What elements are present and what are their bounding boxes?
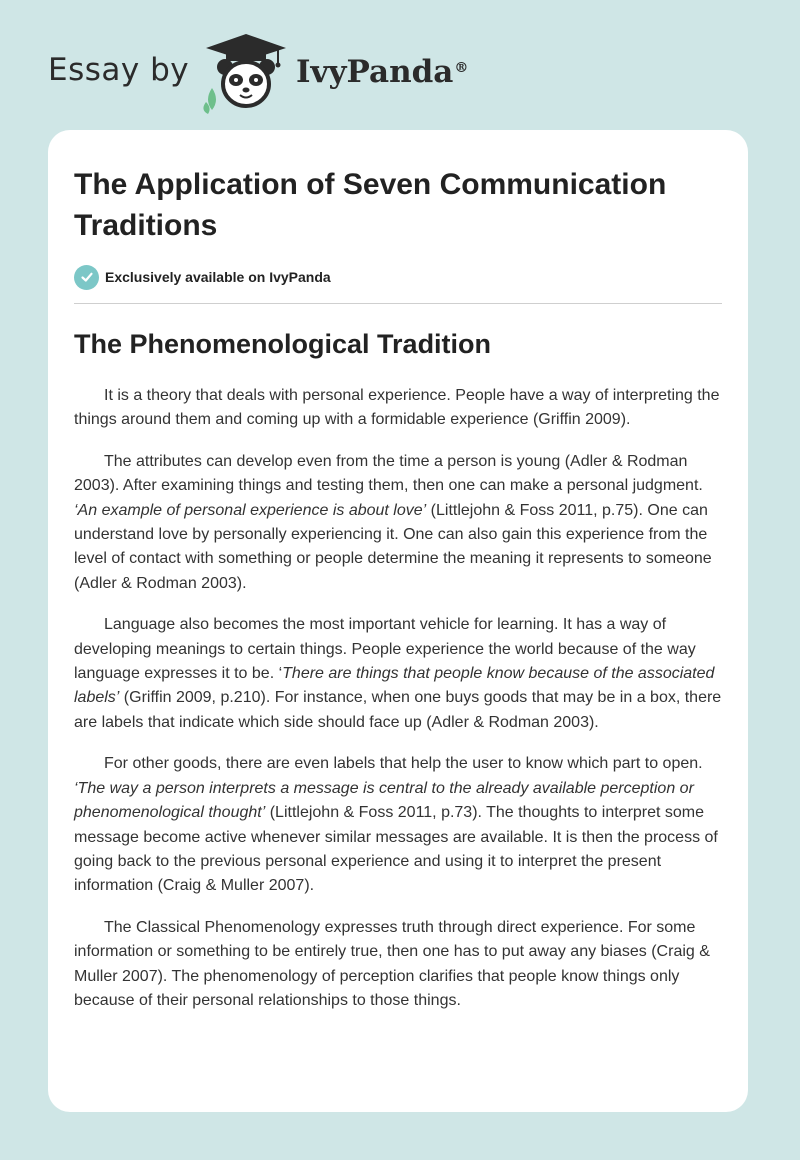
check-icon (74, 265, 99, 290)
paragraph-text: It is a theory that deals with personal experience. People have a way of interpreting the things around them and coming up with a formidable experience (Griffin 2009). (74, 387, 720, 429)
body-paragraph (74, 450, 726, 596)
exclusive-badge-text: Exclusively available on IvyPanda (105, 269, 331, 285)
panda-graduate-icon[interactable] (198, 30, 294, 114)
body-paragraph (74, 613, 726, 735)
section-heading: The Phenomenological Tradition (74, 329, 492, 359)
site-header (0, 0, 800, 130)
body-paragraph (74, 384, 726, 433)
essay-by-label: Essay by (48, 52, 190, 88)
essay-card (48, 130, 748, 1112)
paragraph-text: (Griffin 2009, p.210). For instance, when one buys goods that may be in a box, there are labels that indicate which side should face up (Adler & Rodman 2003). (74, 689, 722, 731)
quote-text: There are things that people know because of the associated labels’ (74, 665, 715, 707)
ivypanda-brand[interactable] (296, 52, 468, 92)
body-paragraph (74, 752, 726, 898)
divider (74, 303, 722, 304)
quote-text: ‘The way a person interprets a message is central to the already available perception or phenomenological thought’ (74, 779, 694, 822)
exclusive-badge (74, 264, 331, 290)
brand-name: IvyPanda (296, 54, 454, 90)
essay-title: The Application of Seven Communication Traditions (74, 168, 667, 242)
quote-text: ‘An example of personal experience is about love’ (74, 501, 427, 519)
paragraph-text: The attributes can develop even from the time a person is young (Adler & Rodman 2003). After examining things and testing them, then one can make a personal judgment. (74, 452, 703, 495)
paragraph-text: For other goods, there are even labels that help the user to know which part to open. (104, 755, 703, 773)
essay-body (74, 384, 726, 1030)
paragraph-text: (Littlejohn & Foss 2011, p.73). The thoughts to interpret some message become active whenever similar messages are available. It is then the process of going back to the previous personal experience and using it to interpret the present information (Craig & Muller 2007). (74, 804, 718, 895)
body-paragraph (74, 916, 726, 1014)
paragraph-text: Language also becomes the most important vehicle for learning. It has a way of developing meanings to certain things. People experience the world because of the way language expresses it to be. ‘ (74, 616, 696, 683)
registered-mark: ® (454, 60, 469, 76)
paragraph-text: The Classical Phenomenology expresses truth through direct experience. For some information or something to be entirely true, then one has to put away any biases (Craig & Muller 2007). The phenomenology of perception clarifies that people know things only because of their personal relationships to those things. (74, 918, 710, 1009)
paragraph-text: (Littlejohn & Foss 2011, p.75). One can understand love by personally experiencing it. One can also gain this experience from the level of contact with something or people determine the meaning it represents to someone (Adler & Rodman 2003). (74, 501, 712, 592)
